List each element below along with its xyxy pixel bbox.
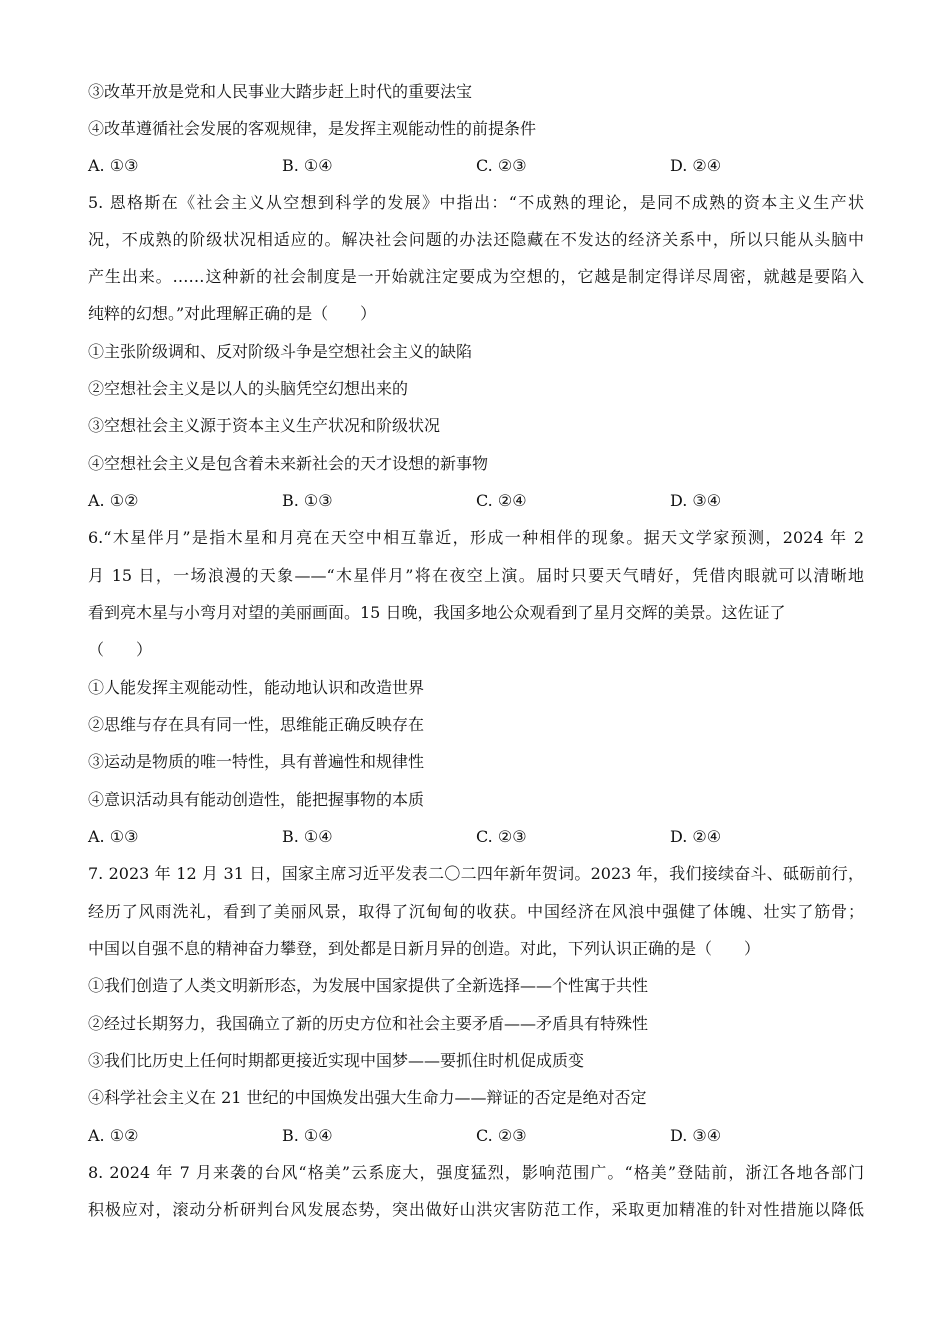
question-5-line-1: 5. 恩格斯在《社会主义从空想到科学的发展》中指出：“不成熟的理论，是同不成熟的资本主义生产状	[88, 193, 864, 212]
question-5-line-2: 况，不成熟的阶级状况相适应的。解决社会问题的办法还隐藏在不发达的经济关系中，所以只能从头脑中	[88, 230, 864, 249]
question-6-line-1: 6.“木星伴月”是指木星和月亮在天空中相互靠近，形成一种相伴的现象。据天文学家预测，2024 年 2	[88, 528, 864, 547]
options-q4	[88, 155, 864, 177]
statement-2: ②思维与存在具有同一性，思维能正确反映存在	[88, 715, 425, 734]
statement-3: ③空想社会主义源于资本主义生产状况和阶级状况	[88, 416, 441, 435]
option-d: D. ②④	[670, 827, 722, 846]
question-6-line-3: 看到亮木星与小弯月对望的美丽画面。15 日晚，我国多地公众观看到了星月交辉的美景。这佐证了	[88, 603, 786, 622]
question-8-line-2: 积极应对，滚动分析研判台风发展态势，突出做好山洪灾害防范工作，采取更加精准的针对性措施以降低	[88, 1200, 864, 1219]
option-a: A. ①②	[88, 1126, 139, 1145]
question-8-line-1: 8. 2024 年 7 月来袭的台风“格美”云系庞大，强度猛烈，影响范围广。“格美”登陆前，浙江各地各部门	[88, 1163, 864, 1182]
options-q7	[88, 1125, 864, 1147]
option-b: B. ①③	[282, 491, 333, 510]
statement-1: ①主张阶级调和、反对阶级斗争是空想社会主义的缺陷	[88, 342, 473, 361]
option-c: C. ②③	[476, 1126, 527, 1145]
option-c: C. ②③	[476, 156, 527, 175]
question-7-line-2: 经历了风雨洗礼，看到了美丽风景，取得了沉甸甸的收获。中国经济在风浪中强健了体魄、壮实了筋骨；	[88, 902, 864, 921]
option-a: A. ①③	[88, 827, 139, 846]
question-5-line-3: 产生出来。……这种新的社会制度是一开始就注定要成为空想的，它越是制定得详尽周密，就越是要陷入	[88, 267, 864, 286]
statement-3: ③运动是物质的唯一特性，具有普遍性和规律性	[88, 752, 425, 771]
question-5-line-4: 纯粹的幻想。”对此理解正确的是（ ）	[88, 304, 377, 323]
option-a: A. ①③	[88, 156, 139, 175]
question-6-line-4: （ ）	[88, 640, 153, 659]
statement-3: ③改革开放是党和人民事业大踏步赶上时代的重要法宝	[88, 82, 473, 101]
option-d: D. ②④	[670, 156, 722, 175]
statement-2: ②空想社会主义是以人的头脑凭空幻想出来的	[88, 379, 409, 398]
statement-4: ④改革遵循社会发展的客观规律，是发挥主观能动性的前提条件	[88, 119, 537, 138]
option-c: C. ②④	[476, 491, 527, 510]
option-d: D. ③④	[670, 1126, 722, 1145]
option-c: C. ②③	[476, 827, 527, 846]
option-d: D. ③④	[670, 491, 722, 510]
option-b: B. ①④	[282, 1126, 333, 1145]
statement-3: ③我们比历史上任何时期都更接近实现中国梦——要抓住时机促成质变	[88, 1051, 585, 1070]
options-q5	[88, 490, 864, 512]
option-b: B. ①④	[282, 827, 333, 846]
statement-4: ④意识活动具有能动创造性，能把握事物的本质	[88, 790, 425, 809]
question-6-line-2: 月 15 日，一场浪漫的天象——“木星伴月”将在夜空上演。届时只要天气晴好，凭借肉眼就可以清晰地	[88, 566, 864, 585]
statement-4: ④空想社会主义是包含着未来新社会的天才设想的新事物	[88, 454, 489, 473]
statement-1: ①我们创造了人类文明新形态，为发展中国家提供了全新选择——个性寓于共性	[88, 976, 649, 995]
option-b: B. ①④	[282, 156, 333, 175]
statement-4: ④科学社会主义在 21 世纪的中国焕发出强大生命力——辩证的否定是绝对否定	[88, 1088, 647, 1107]
statement-1: ①人能发挥主观能动性，能动地认识和改造世界	[88, 678, 425, 697]
question-7-line-1: 7. 2023 年 12 月 31 日，国家主席习近平发表二〇二四年新年贺词。2023 年，我们接续奋斗、砥砺前行，	[88, 864, 864, 883]
question-7-line-3: 中国以自强不息的精神奋力攀登，到处都是日新月异的创造。对此，下列认识正确的是（ ）	[88, 939, 761, 958]
options-q6	[88, 826, 864, 848]
statement-2: ②经过长期努力，我国确立了新的历史方位和社会主要矛盾——矛盾具有特殊性	[88, 1014, 649, 1033]
option-a: A. ①②	[88, 491, 139, 510]
